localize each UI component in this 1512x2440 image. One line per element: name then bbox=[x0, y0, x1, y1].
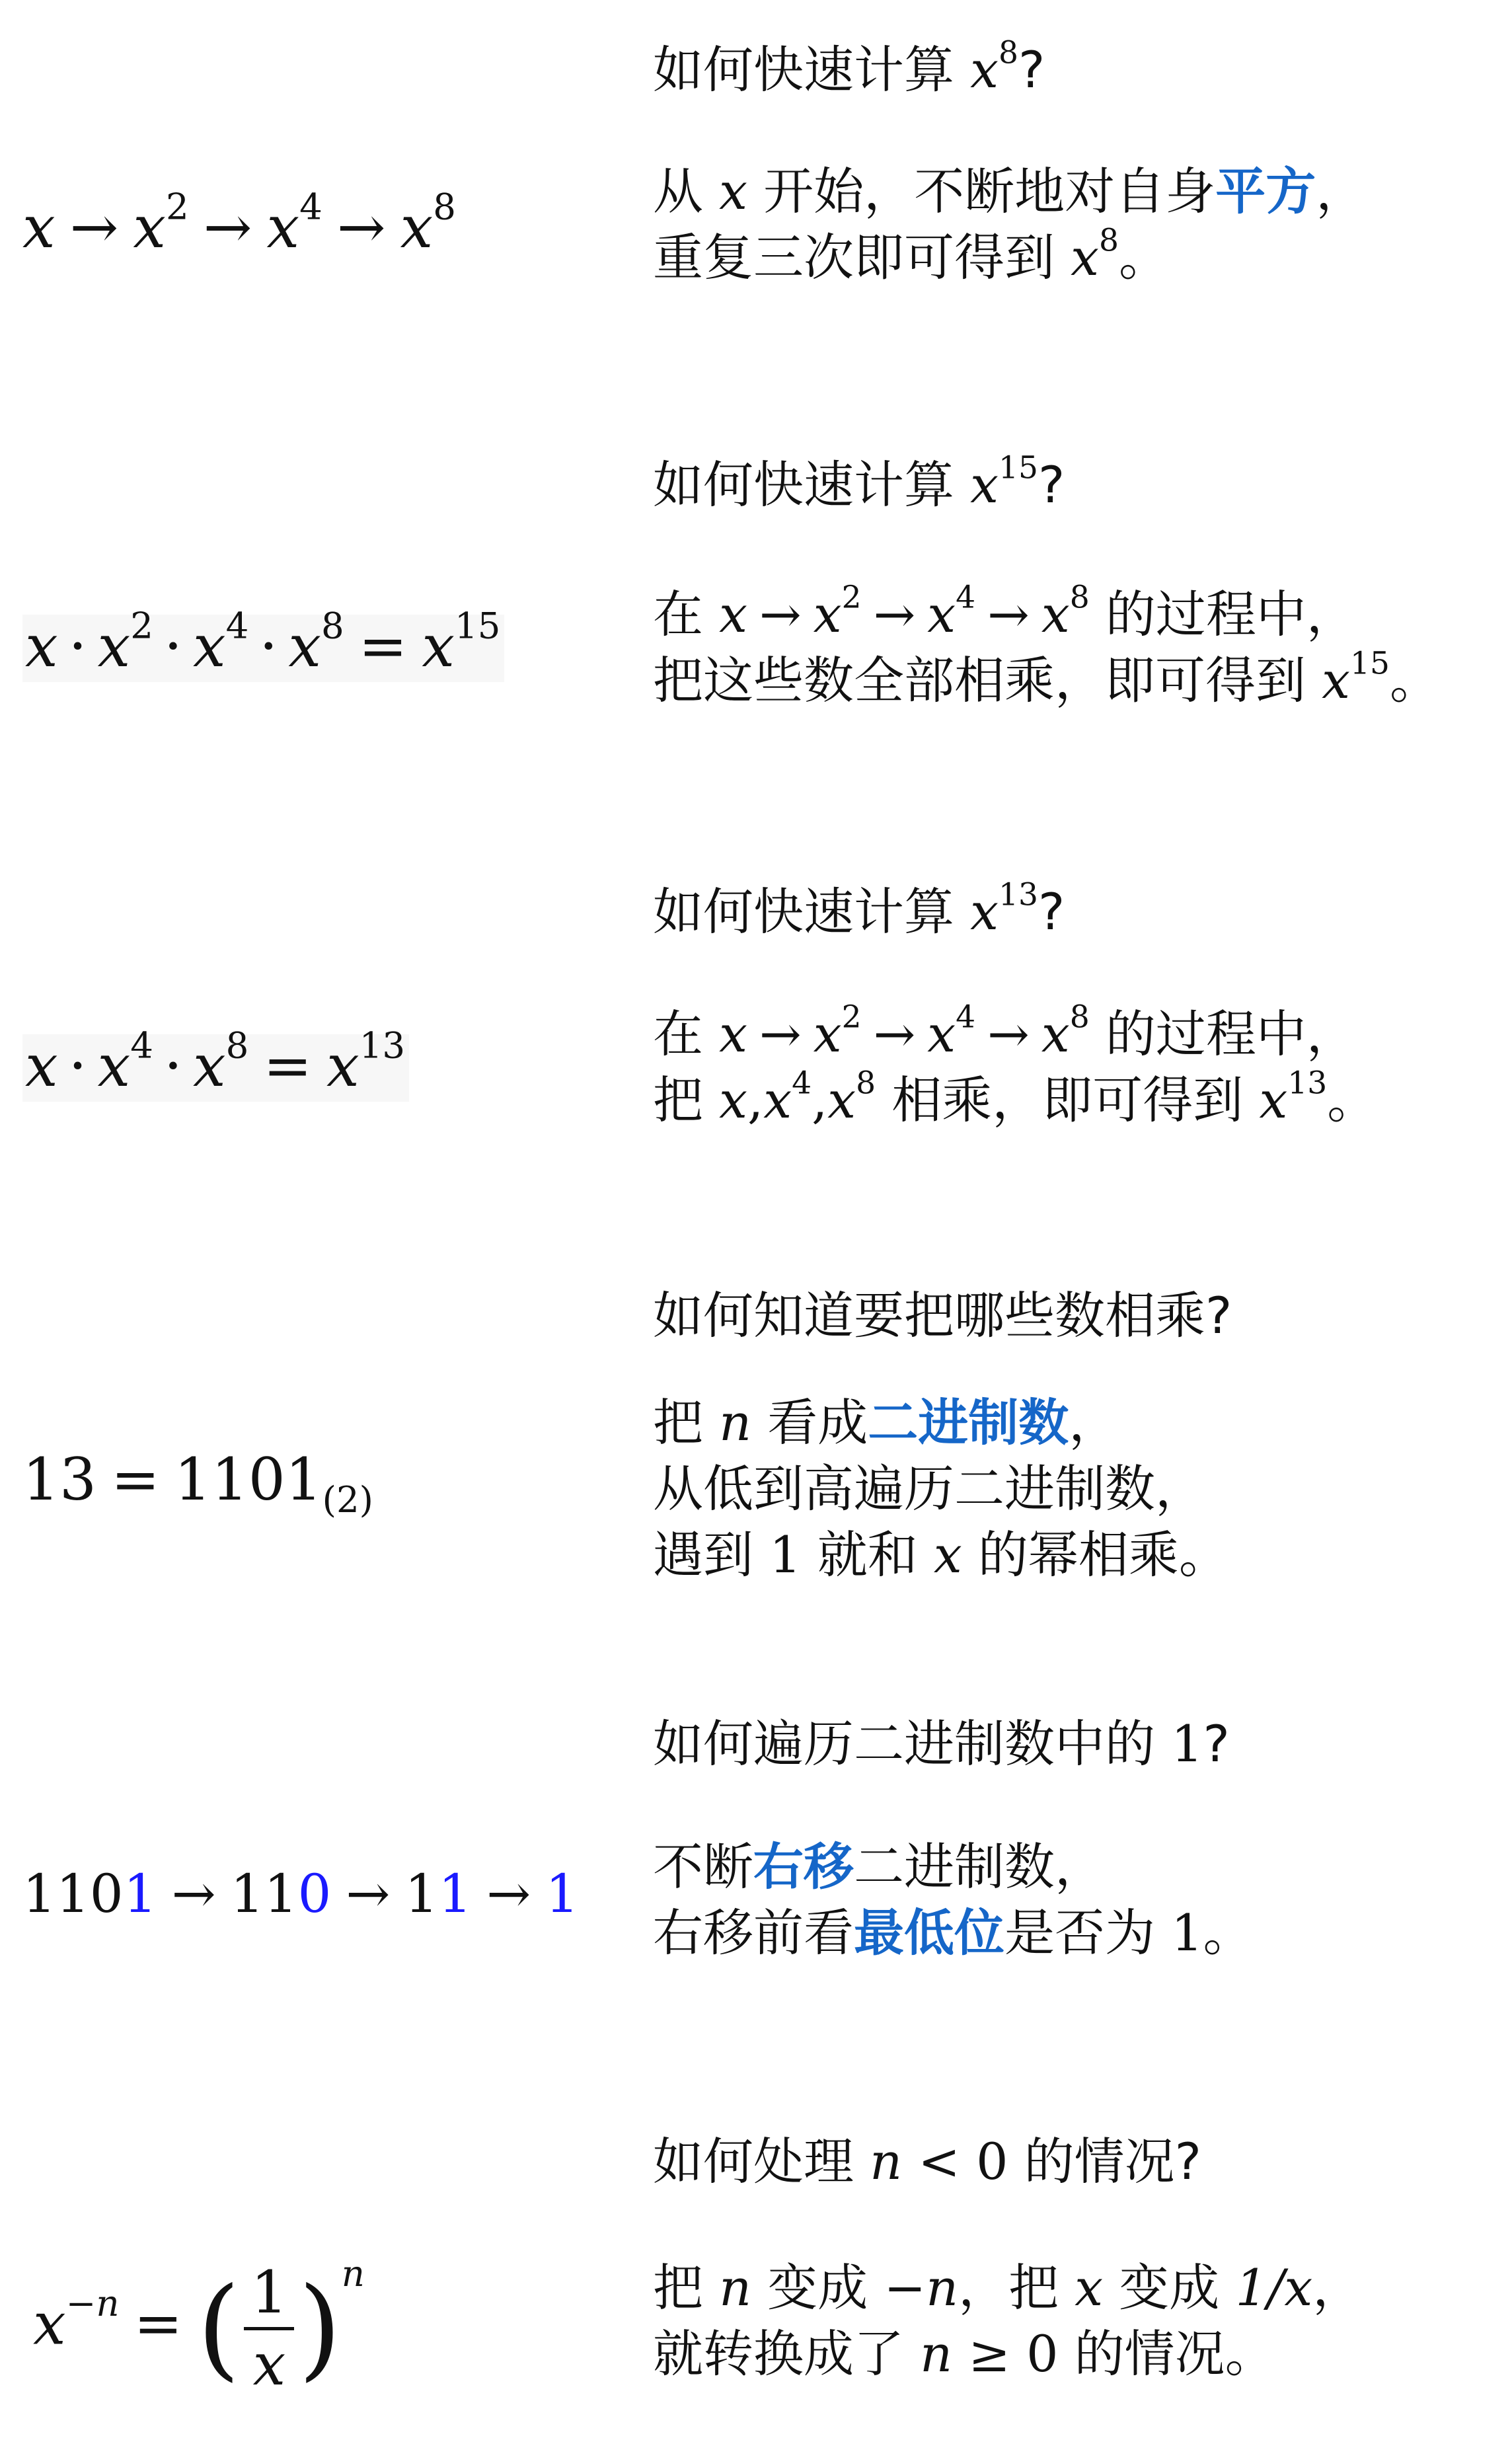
formula-6: $x^{-n}$ = ( $\frac{1}{x}$ )$^n$ bbox=[33, 2252, 365, 2398]
answer-1-line-1: 从 x 开始，不断地对自身平方， bbox=[653, 162, 1367, 221]
answer-2-line-2: 把这些数全部相乘，即可得到 $x^{15}$。 bbox=[653, 645, 1440, 710]
binary-low-bit: 1 bbox=[438, 1863, 472, 1925]
binary-step-2: 110 bbox=[230, 1863, 332, 1925]
answer-4-line-1: 把 n 看成二进制数， bbox=[653, 1393, 1119, 1452]
question-5: 如何遍历二进制数中的 1? bbox=[653, 1714, 1230, 1773]
answer-2-line-1: 在 $x \to x^2 \to x^4 \to x^8$ 的过程中， bbox=[653, 579, 1357, 644]
answer-3 bbox=[653, 1001, 1377, 1133]
question-3: 如何快速计算 $x^{13}$? bbox=[653, 876, 1065, 941]
formula-3: $x \cdot x^4 \cdot x^8 = x^{13}$ bbox=[22, 1034, 409, 1102]
binary-low-bit: 1 bbox=[545, 1863, 580, 1925]
formula-4: $13 = 1101_{(2)}$ bbox=[22, 1445, 373, 1521]
formula-5: 1101 → 110 → 11 → 1 bbox=[22, 1863, 580, 1925]
answer-4-line-3: 遇到 1 就和 x 的幂相乘。 bbox=[653, 1525, 1229, 1584]
answer-5 bbox=[653, 1834, 1254, 1966]
highlight-binary: 二进制数 bbox=[868, 1393, 1069, 1452]
binary-low-bit: 1 bbox=[123, 1863, 157, 1925]
answer-4 bbox=[653, 1390, 1229, 1588]
fraction-one-over-x: $\frac{1}{x}$ bbox=[244, 2264, 294, 2394]
question-2: 如何快速计算 $x^{15}$? bbox=[653, 449, 1065, 514]
formula-2: $x \cdot x^2 \cdot x^4 \cdot x^8 = x^{15}$ bbox=[22, 615, 504, 682]
answer-6-line-2: 就转换成了 n ≥ 0 的情况。 bbox=[653, 2324, 1275, 2383]
answer-6-line-1: 把 n 变成 −n，把 x 变成 1/x， bbox=[653, 2258, 1363, 2317]
answer-6 bbox=[653, 2255, 1363, 2387]
question-6: 如何处理 n < 0 的情况? bbox=[653, 2132, 1201, 2191]
highlight-square: 平方 bbox=[1215, 162, 1316, 221]
answer-5-line-2: 右移前看最低位是否为 1。 bbox=[653, 1903, 1254, 1962]
answer-2 bbox=[653, 579, 1440, 714]
answer-3-line-1: 在 $x \to x^2 \to x^4 \to x^8$ 的过程中， bbox=[653, 999, 1357, 1063]
formula-1: $x \to x^2 \to x^4 \to x^8$ bbox=[22, 185, 456, 261]
answer-5-line-1: 不断右移二进制数， bbox=[653, 1837, 1105, 1896]
question-1: 如何快速计算 $x^8$? bbox=[653, 34, 1045, 99]
answer-1 bbox=[653, 159, 1366, 291]
answer-4-line-2: 从低到高遍历二进制数， bbox=[653, 1459, 1205, 1518]
highlight-lowest-bit: 最低位 bbox=[854, 1903, 1004, 1962]
answer-3-line-2: 把 $x,x^4,x^8$ 相乘，即可得到 $x^{13}$。 bbox=[653, 1065, 1378, 1129]
answer-1-line-2: 重复三次即可得到 $x^8$。 bbox=[653, 222, 1170, 287]
highlight-right-shift: 右移 bbox=[753, 1837, 854, 1896]
binary-step-3: 11 bbox=[404, 1863, 472, 1925]
binary-low-bit: 0 bbox=[297, 1863, 332, 1925]
binary-step-1: 1101 bbox=[22, 1863, 157, 1925]
binary-step-4 bbox=[545, 1863, 579, 1925]
question-4: 如何知道要把哪些数相乘? bbox=[653, 1286, 1232, 1345]
